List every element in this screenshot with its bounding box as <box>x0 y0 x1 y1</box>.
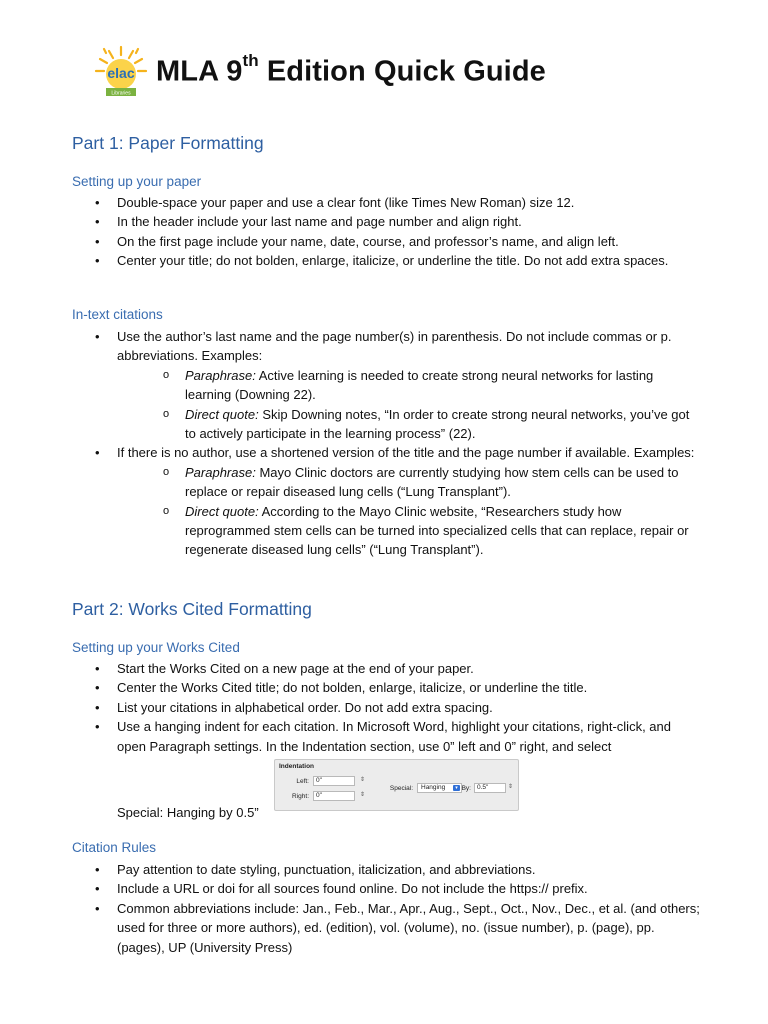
elac-libraries-logo <box>92 43 150 101</box>
hanging-indent-note: Special: Hanging by 0.5” <box>117 805 259 820</box>
in-text-citations-heading: In-text citations <box>72 307 163 322</box>
setup-paper-heading: Setting up your paper <box>72 174 202 189</box>
part2-heading: Part 2: Works Cited Formatting <box>72 599 312 619</box>
list-item: • Common abbreviations include: Jan., Feb., Mar., Apr., Aug., Sept., Oct., Nov., Dec., et al. (and others; used for three or more authors), ed. (edition), vol. (volume), no. (issue number), p. (page), pp. (pages), UP (University Press) <box>95 899 700 957</box>
list-item: • Start the Works Cited on a new page at the end of your paper. <box>95 659 700 678</box>
right-indent-field: 0" <box>313 791 355 801</box>
list-item: • Center your title; do not bolden, enlarge, italicize, or underline the title. Do not add extra spaces. <box>95 251 700 270</box>
dialog-title: Indentation <box>279 763 315 770</box>
list-item: • Center the Works Cited title; do not bolden, enlarge, italicize, or underline the title. <box>95 678 700 697</box>
special-select: Hanging ▾ <box>417 783 462 793</box>
list-item: • Use the author’s last name and the page number(s) in parenthesis. Do not include commas or p. abbreviations. Examples: o Paraphrase: Active learning is needed to create strong neural networks for lasting learning (Downing 22). o Direct quote: Skip Downing notes, “In order to create strong neural networks, you’ve got to actively participate in the learning process” (22). <box>95 327 700 443</box>
by-label: By: <box>461 785 471 792</box>
example-item: o Paraphrase: Active learning is needed to create strong neural networks for lasting learning (Downing 22). <box>163 366 700 405</box>
page-title: MLA 9th Edition Quick Guide <box>156 51 546 88</box>
citation-rules-heading: Citation Rules <box>72 840 157 855</box>
list-item: • List your citations in alphabetical order. Do not add extra spacing. <box>95 698 700 717</box>
special-label: Special: <box>389 785 413 792</box>
list-item: • Pay attention to date styling, punctuation, italicization, and abbreviations. <box>95 860 700 879</box>
example-sublist <box>117 366 700 444</box>
setup-works-cited-list <box>95 659 700 756</box>
stepper-icon: ⇕ <box>360 792 366 798</box>
sun-logo-icon <box>92 43 150 101</box>
list-item: • Use a hanging indent for each citation. In Microsoft Word, highlight your citations, right-click, and open Paragraph settings. In the Indentation section, use 0” left and 0” right, and select <box>95 717 700 756</box>
list-item: • Double-space your paper and use a clear font (like Times New Roman) size 12. <box>95 193 700 212</box>
svg-text:Libraries: Libraries <box>111 90 131 97</box>
stepper-icon: ⇕ <box>508 784 514 790</box>
in-text-citations-list <box>95 327 700 560</box>
document-header <box>92 42 546 102</box>
list-item: • In the header include your last name and page number and align right. <box>95 212 700 231</box>
setup-paper-list <box>95 193 700 271</box>
svg-text:elac: elac <box>107 65 135 81</box>
list-item: • On the first page include your name, date, course, and professor’s name, and align left. <box>95 232 700 251</box>
right-label: Right: <box>292 793 309 800</box>
list-item: • If there is no author, use a shortened version of the title and the page number if available. Examples: o Paraphrase: Mayo Clinic doctors are currently studying how stem cells can be used to replace or repair diseased lung cells (“Lung Transplant”). o Direct quote: According to the Mayo Clinic website, “Researchers study how reprogrammed stem cells can be turned into specialized cells that can replace, repair or regenerate diseased lung cells” (“Lung Transplant”). <box>95 443 700 559</box>
part1-heading: Part 1: Paper Formatting <box>72 133 264 153</box>
indentation-dialog-image <box>274 759 519 811</box>
example-sublist <box>117 463 700 560</box>
chevron-down-icon: ▾ <box>453 785 460 791</box>
example-item: o Paraphrase: Mayo Clinic doctors are currently studying how stem cells can be used to replace or repair diseased lung cells (“Lung Transplant”). <box>163 463 700 502</box>
list-item: • Include a URL or doi for all sources found online. Do not include the https:// prefix. <box>95 879 700 898</box>
left-indent-field: 0" <box>313 776 355 786</box>
setup-works-cited-heading: Setting up your Works Cited <box>72 640 240 655</box>
stepper-icon: ⇕ <box>360 777 366 783</box>
by-field: 0.5" <box>474 783 506 793</box>
citation-rules-list <box>95 860 700 957</box>
left-label: Left: <box>296 778 309 785</box>
example-item: o Direct quote: Skip Downing notes, “In order to create strong neural networks, you’ve got to actively participate in the learning process” (22). <box>163 405 700 444</box>
example-item: o Direct quote: According to the Mayo Clinic website, “Researchers study how reprogrammed stem cells can be turned into specialized cells that can replace, repair or regenerate diseased lung cells” (“Lung Transplant”). <box>163 502 700 560</box>
